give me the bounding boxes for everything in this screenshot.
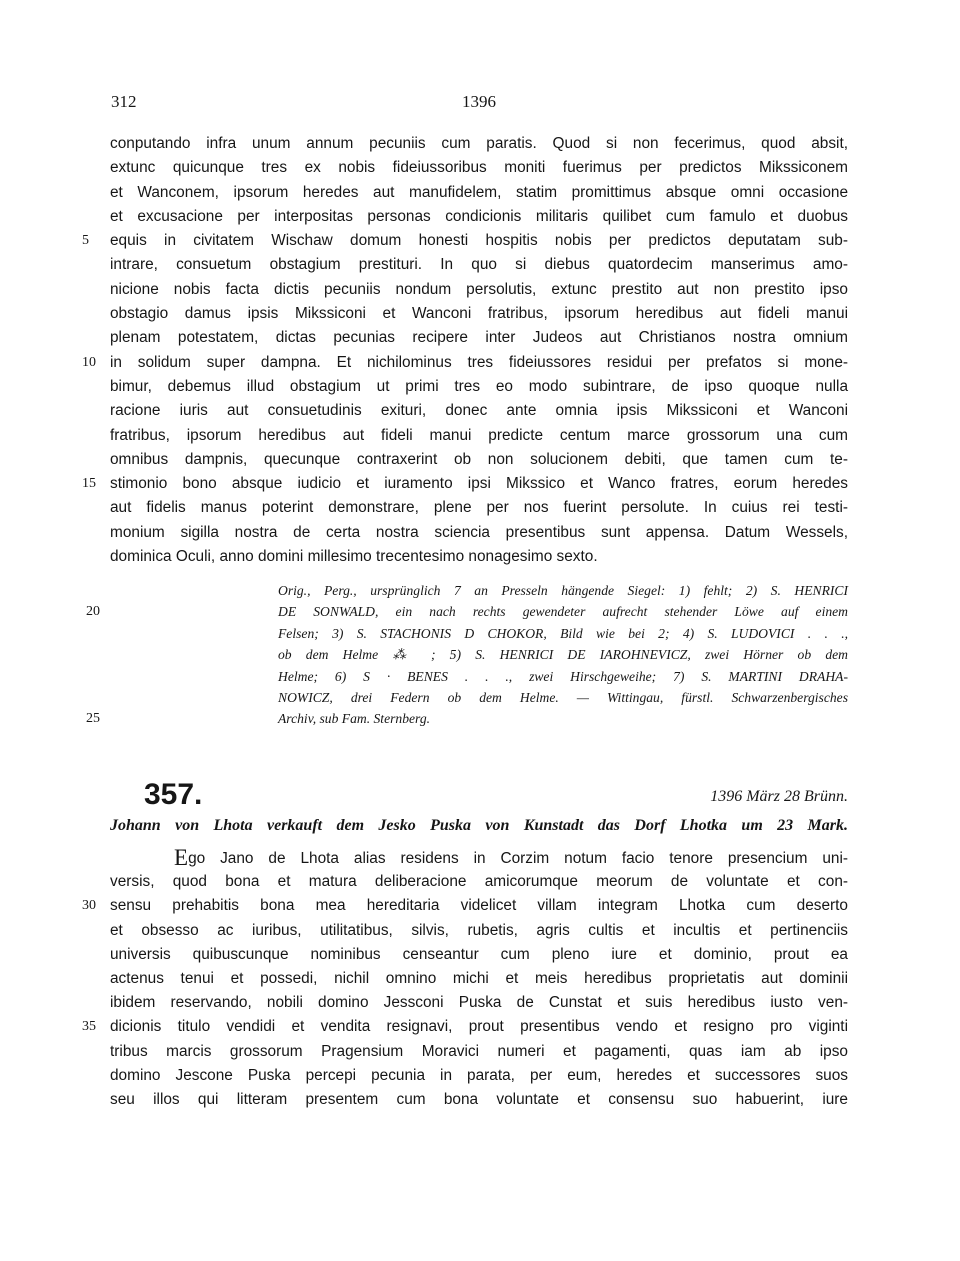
line-number: 20	[86, 604, 100, 620]
note-line: Orig., Perg., ursprünglich 7 an Presseln hängende Siegel: 1) fehlt; 2) S. HENRICI	[278, 583, 848, 598]
text-line	[82, 894, 848, 918]
text-line: bimur, debemus illud obstagium ut primi tres eo modo subintrare, de ipso quoque nulla	[110, 377, 848, 395]
line-number: 30	[82, 898, 96, 914]
text-line-content: equis in civitatem Wischaw domum honesti hospitis nobis per predictos deputatam sub-	[110, 232, 848, 250]
text-line: intrare, consuetum obstagium prestituri. In quo si diebus quatordecim manserimus amo-	[110, 256, 848, 274]
charter-text-continuation	[82, 132, 848, 569]
line-number: 35	[82, 1019, 96, 1035]
note-line	[86, 708, 848, 729]
document-regest-title: Johann von Lhota verkauft dem Jesko Puska von Kunstadt das Dorf Lhotka um 23 Mark.	[110, 817, 848, 834]
text-line: racione iuris aut consuetudinis exituri, donec ante omnia ipsis Mikssiconi et Wanconi	[110, 402, 848, 420]
note-line: Felsen; 3) S. STACHONIS D CHOKOR, Bild wie bei 2; 4) S. LUDOVICI . . .,	[278, 625, 848, 641]
text-line: plenam potestatem, dictas pecunias recipere inter Judeos aut Christianos nostra omnium	[110, 329, 848, 347]
document-number: 357.	[144, 778, 203, 811]
text-line: seu illos qui litteram presentem cum bona voluntate et consensu suo habuerint, iure	[110, 1090, 848, 1108]
text-line: nicione nobis facta dictis pecuniis nondum persolutis, extunc prestito aut non prestito ipso	[110, 280, 848, 298]
text-line: versis, quod bona et matura deliberacione amicorumque meorum de voluntate et con-	[110, 873, 848, 891]
text-line: fratribus, ipsorum heredibus aut fideli manui predicte centum marce grossorum una cum	[110, 426, 848, 444]
text-line	[82, 472, 848, 496]
text-line: obstagio damus ipsis Mikssiconi et Wanconi fratribus, ipsorum heredibus aut fideli manui	[110, 305, 848, 323]
text-line-content: in solidum super dampna. Et nichilominus tres fideiussores residui per prefatos si mone-	[110, 353, 848, 371]
text-line: domino Jescone Puska percepi pecunia in parata, per eum, heredes et successores suos	[110, 1066, 848, 1084]
text-line	[110, 846, 848, 870]
text-line-content: stimonio bono absque iudicio et iuramento ipsi Mikssico et Wanco fratres, eorum heredes	[110, 475, 848, 493]
line-number: 5	[82, 233, 89, 249]
text-line: conputando infra unum annum pecuniis cum paratis. Quod si non fecerimus, quod absit,	[110, 135, 848, 152]
text-line	[82, 1015, 848, 1039]
text-line: et excusacione per interpositas personas condicionis militaris quilibet cum famulo et duobus	[110, 207, 848, 225]
text-line: actenus tenui et possedi, nichil omnino michi et meis heredibus proprietatis aut dominii	[110, 969, 848, 987]
text-line: aut fidelis manus poterint demonstrare, plene per nos fuerint persolute. In cuius rei testi-	[110, 499, 848, 517]
line-number: 10	[82, 354, 96, 370]
line-number: 15	[82, 476, 96, 492]
text-line: ibidem reservando, nobili domino Jessconi Puska de Cunstat et suis heredibus iusto ven-	[110, 994, 848, 1012]
text-line: universis quibuscunque nominibus censeantur cum pleno iure et dominio, prout ea	[110, 945, 848, 963]
note-line	[86, 601, 848, 622]
initial-letter: E	[174, 845, 189, 870]
text-line: et obsesso ac iuribus, utilitatibus, silvis, rubetis, agris cultis et incultis et pertinenciis	[110, 921, 848, 939]
text-line: monium sigilla nostra de certa nostra sciencia presentibus sunt appensa. Datum Wessels,	[110, 523, 848, 541]
text-line-content: dicionis titulo vendidi et vendita resignavi, prout presentibus vendo et resigno pro viginti	[110, 1018, 848, 1036]
note-line: ob dem Helme ⁂ ; 5) S. HENRICI DE IAROHNEVICZ, zwei Hörner ob dem	[278, 647, 848, 663]
text-line: et Wanconem, ipsorum heredes aut manufidelem, statim promittimus absque omni occasione	[110, 183, 848, 201]
source-note	[86, 580, 848, 730]
page-number: 312	[111, 92, 137, 111]
note-line-content: Archiv, sub Fam. Sternberg.	[278, 711, 431, 727]
note-line: Helme; 6) S · BENES . . ., zwei Hirschgeweihe; 7) S. MARTINI DRAHA-	[278, 668, 848, 684]
text-line: dominica Oculi, anno domini millesimo trecentesimo nonagesimo sexto.	[110, 548, 598, 566]
text-line: omnibus dampnis, quecunque contraxerint ob non solucionem debiti, que tamen cum te-	[110, 450, 848, 468]
text-line	[82, 351, 848, 375]
line-number: 25	[86, 711, 100, 727]
text-line-content: sensu prehabitis bona mea hereditaria videlicet villam integram Lhotka cum deserto	[110, 897, 848, 915]
text-line: extunc quicunque tres ex nobis fideiussoribus moniti fuerimus per predictos Mikssiconem	[110, 159, 848, 177]
note-line-content: DE SONWALD, ein nach rechts gewendeter aufrecht stehender Löwe auf einem	[278, 604, 848, 620]
charter-text	[82, 845, 848, 1112]
note-line: NOWICZ, drei Federn ob dem Helme. — Wittingau, fürstl. Schwarzenbergisches	[278, 689, 848, 705]
text-line-content: go Jano de Lhota alias residens in Corzim notum facio tenore presencium uni-	[188, 850, 848, 867]
document-date-place: 1396 März 28 Brünn.	[710, 788, 848, 805]
text-line	[82, 229, 848, 253]
text-line: tribus marcis grossorum Pragensium Moravici numeri et pagamenti, quas iam ab ipso	[110, 1042, 848, 1060]
running-head-year: 1396	[462, 92, 496, 111]
